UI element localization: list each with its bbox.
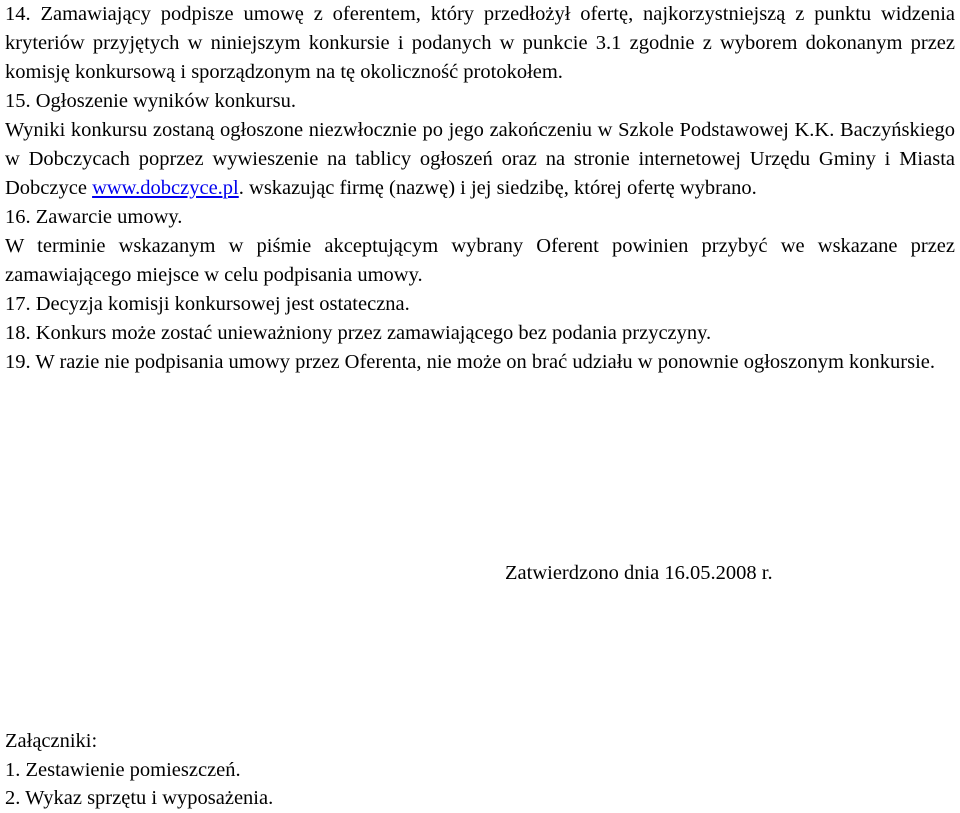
item-15-heading: 15. Ogłoszenie wyników konkursu. [5, 90, 296, 112]
document-body [5, 0, 955, 377]
item-17-text: 17. Decyzja komisji konkursowej jest ostateczna. [5, 293, 410, 315]
item-19-text: 19. W razie nie podpisania umowy przez Oferenta, nie może on brać udziału w ponownie ogłoszonym konkursie. [5, 351, 936, 373]
attachments-list [5, 727, 273, 813]
attachment-item: 1. Zestawienie pomieszczeń. [5, 758, 241, 781]
item-15-text-after-link: . wskazując firmę (nazwę) i jej siedzibę, której ofertę wybrano. [238, 177, 757, 199]
dobczyce-website-link[interactable]: www.dobczyce.pl [92, 177, 239, 199]
item-16-heading: 16. Zawarcie umowy. [5, 206, 183, 228]
item-14-text: 14. Zamawiający podpisze umowę z oferentem, który przedłożył ofertę, najkorzystniejszą z punktu widzenia kryteriów przyjętych w niniejszym konkursie i podanych w punkcie 3.1 zgodnie z wyborem dokonanym przez komisję konkursową i sporządzonym na tę okoliczność protokołem. [5, 3, 955, 83]
item-16-text: W terminie wskazanym w piśmie akceptującym wybrany Oferent powinien przybyć we wskazane przez zamawiającego miejsce w celu podpisania umowy. [5, 235, 955, 286]
item-15-text-before-link: Wyniki konkursu zostaną ogłoszone niezwłocznie po jego zakończeniu w Szkole Podstawowej K.K. Baczyńskiego w Dobczycach poprzez wywieszenie na tablicy ogłoszeń oraz na stronie internetowej Urzędu Gminy i Miasta Dobczyce [5, 119, 955, 199]
attachments-heading: Załączniki: [5, 730, 98, 752]
item-18-text: 18. Konkurs może zostać unieważniony przez zamawiającego bez podania przyczyny. [5, 322, 712, 344]
attachment-item: 2. Wykaz sprzętu i wyposażenia. [5, 787, 274, 809]
item-15-text [5, 116, 955, 203]
approval-date: Zatwierdzono dnia 16.05.2008 r. [505, 562, 773, 584]
